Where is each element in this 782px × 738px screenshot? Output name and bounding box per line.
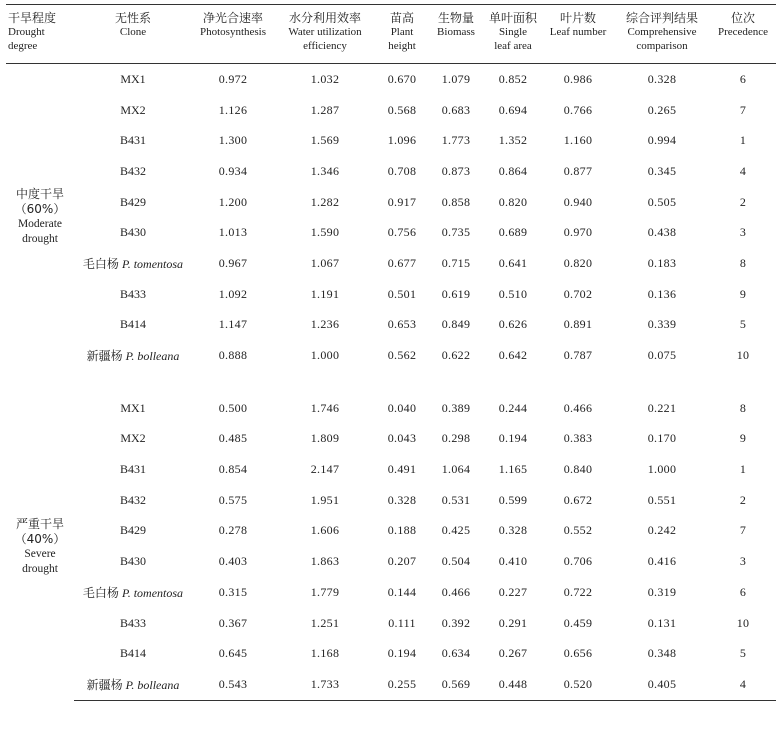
cell-comp: 0.416 xyxy=(647,554,677,569)
cell-comp: 0.345 xyxy=(647,163,677,178)
drought-label-en1: Severe xyxy=(24,547,56,560)
spacer-cell xyxy=(6,371,776,393)
clone-cell: MX1 xyxy=(120,71,146,86)
cell-comp: 0.131 xyxy=(647,615,677,630)
cell-comp: 0.242 xyxy=(647,523,677,538)
cell-biomass: 0.531 xyxy=(441,492,471,507)
cell-prec: 4 xyxy=(710,669,776,700)
table-row xyxy=(6,393,776,424)
cell-prec: 6 xyxy=(739,71,747,86)
table-row xyxy=(6,340,776,371)
table-row xyxy=(6,638,776,669)
clone-cell: B433 xyxy=(119,286,146,301)
cell-leafnum: 0.702 xyxy=(563,286,593,301)
cell-water: 1.779 xyxy=(310,584,340,599)
clone-cell: B431 xyxy=(119,133,146,148)
cell-comp: 0.075 xyxy=(647,348,677,363)
table-row xyxy=(6,156,776,187)
cell-photo: 1.126 xyxy=(218,102,248,117)
header-leaf-number: 叶片数 Leaf number xyxy=(542,5,614,64)
cell-comp: 0.328 xyxy=(647,71,677,86)
cell-photo: 1.147 xyxy=(218,317,248,332)
clone-chinese-name: 新疆杨 xyxy=(86,677,123,692)
cell-height: 0.111 xyxy=(388,615,416,630)
cell-leafnum: 0.766 xyxy=(563,102,593,117)
cell-height: 0.501 xyxy=(387,286,417,301)
cell-photo: 0.543 xyxy=(192,669,274,700)
cell-comp: 0.994 xyxy=(647,133,677,148)
cell-water: 1.067 xyxy=(310,255,340,270)
clone-chinese-name: 毛白杨 xyxy=(82,585,119,600)
cell-leafnum: 0.722 xyxy=(563,584,593,599)
cell-leafarea: 0.510 xyxy=(498,286,528,301)
cell-prec: 2 xyxy=(739,492,747,507)
cell-water: 1.346 xyxy=(310,163,340,178)
cell-height: 1.096 xyxy=(387,133,417,148)
cell-photo: 0.575 xyxy=(218,492,248,507)
clone-cell: B414 xyxy=(119,317,146,332)
cell-leafarea: 0.291 xyxy=(498,615,528,630)
cell-comp: 0.405 xyxy=(614,669,710,700)
drought-level-label xyxy=(6,64,74,371)
cell-comp: 0.170 xyxy=(647,431,677,446)
cell-height: 0.328 xyxy=(387,492,417,507)
cell-height: 0.562 xyxy=(387,348,417,363)
cell-prec: 6 xyxy=(739,584,747,599)
drought-label-cn2: （40%） xyxy=(14,531,66,546)
clone-cell: B414 xyxy=(119,646,146,661)
cell-leafarea: 0.194 xyxy=(498,431,528,446)
cell-prec: 9 xyxy=(739,286,747,301)
cell-comp: 0.136 xyxy=(647,286,677,301)
table-row xyxy=(6,454,776,485)
cell-prec: 8 xyxy=(739,400,747,415)
cell-leafnum: 0.891 xyxy=(563,317,593,332)
clone-cell: B430 xyxy=(119,554,146,569)
cell-water: 1.032 xyxy=(310,71,340,86)
cell-height: 0.670 xyxy=(387,71,417,86)
cell-height: 0.040 xyxy=(387,400,417,415)
cell-prec: 3 xyxy=(739,554,747,569)
cell-height: 0.255 xyxy=(376,669,428,700)
clone-cell: B431 xyxy=(119,462,146,477)
cell-height: 0.756 xyxy=(387,225,417,240)
cell-biomass: 0.504 xyxy=(441,554,471,569)
clone-cell: B430 xyxy=(119,225,146,240)
cell-leafnum: 0.787 xyxy=(563,348,593,363)
table-row xyxy=(6,485,776,516)
cell-leafarea: 0.689 xyxy=(498,225,528,240)
table-row xyxy=(6,669,776,700)
cell-prec: 7 xyxy=(739,102,747,117)
cell-comp: 1.000 xyxy=(647,462,677,477)
cell-leafarea: 0.864 xyxy=(498,163,528,178)
cell-photo: 0.972 xyxy=(218,71,248,86)
table-row xyxy=(6,248,776,279)
cell-leafnum: 0.877 xyxy=(563,163,593,178)
cell-water: 1.951 xyxy=(310,492,340,507)
cell-prec: 4 xyxy=(739,163,747,178)
cell-leafarea: 0.626 xyxy=(498,317,528,332)
cell-comp: 0.319 xyxy=(647,584,677,599)
table-row xyxy=(6,577,776,608)
cell-leafnum: 0.940 xyxy=(563,194,593,209)
cell-leafarea: 0.448 xyxy=(484,669,542,700)
cell-prec: 1 xyxy=(739,133,747,148)
cell-photo: 0.278 xyxy=(218,523,248,538)
cell-leafarea: 0.694 xyxy=(498,102,528,117)
cell-height: 0.207 xyxy=(387,554,417,569)
cell-leafnum: 0.459 xyxy=(563,615,593,630)
table-body xyxy=(6,64,776,701)
cell-biomass: 0.569 xyxy=(428,669,484,700)
cell-water: 1.000 xyxy=(310,348,340,363)
cell-comp: 0.348 xyxy=(647,646,677,661)
clone-cell xyxy=(74,248,192,279)
cell-leafarea: 1.352 xyxy=(498,133,528,148)
header-comprehensive: 综合评判结果 Comprehensive comparison xyxy=(614,5,710,64)
cell-prec: 1 xyxy=(739,462,747,477)
clone-chinese-name: 新疆杨 xyxy=(86,349,123,364)
cell-biomass: 0.715 xyxy=(441,255,471,270)
cell-leafarea: 0.852 xyxy=(498,71,528,86)
cell-biomass: 0.392 xyxy=(441,615,471,630)
table-row xyxy=(6,310,776,341)
clone-cell: MX2 xyxy=(120,431,146,446)
table-row xyxy=(6,217,776,248)
cell-biomass: 0.298 xyxy=(441,431,471,446)
clone-cell: B432 xyxy=(119,492,146,507)
cell-water: 1.590 xyxy=(310,225,340,240)
cell-leafnum: 0.986 xyxy=(563,71,593,86)
cell-prec: 3 xyxy=(739,225,747,240)
cell-water: 1.236 xyxy=(310,317,340,332)
cell-prec: 8 xyxy=(739,255,747,270)
cell-prec: 5 xyxy=(739,646,747,661)
cell-height: 0.144 xyxy=(387,584,417,599)
cell-photo: 0.854 xyxy=(218,462,248,477)
cell-water: 2.147 xyxy=(310,462,340,477)
cell-leafnum: 0.520 xyxy=(542,669,614,700)
cell-photo: 0.403 xyxy=(218,554,248,569)
header-drought: 干旱程度 Drought degree xyxy=(6,5,74,64)
cell-photo: 0.367 xyxy=(218,615,248,630)
cell-height: 0.188 xyxy=(387,523,417,538)
cell-comp: 0.505 xyxy=(647,194,677,209)
cell-height: 0.677 xyxy=(387,255,417,270)
cell-biomass: 0.619 xyxy=(441,286,471,301)
clone-cell xyxy=(74,340,192,371)
cell-photo: 0.485 xyxy=(218,431,248,446)
cell-biomass: 0.389 xyxy=(441,400,471,415)
cell-leafnum: 0.672 xyxy=(563,492,593,507)
cell-leafnum: 0.383 xyxy=(563,431,593,446)
clone-cell xyxy=(74,577,192,608)
cell-leafnum: 0.840 xyxy=(563,462,593,477)
cell-leafarea: 0.820 xyxy=(498,194,528,209)
cell-leafarea: 0.641 xyxy=(498,255,528,270)
cell-leafarea: 0.244 xyxy=(498,400,528,415)
clone-latin-name: P. bolleana xyxy=(125,677,180,692)
group-spacer xyxy=(6,371,776,393)
table-row xyxy=(6,279,776,310)
cell-photo: 0.315 xyxy=(218,584,248,599)
cell-comp: 0.339 xyxy=(647,317,677,332)
cell-water: 1.606 xyxy=(310,523,340,538)
cell-biomass: 0.622 xyxy=(441,348,471,363)
header-photosynthesis: 净光合速率 Photosynthesis xyxy=(192,5,274,64)
clone-cell: B433 xyxy=(119,615,146,630)
cell-prec: 9 xyxy=(739,431,747,446)
cell-biomass: 0.849 xyxy=(441,317,471,332)
table-row xyxy=(6,95,776,126)
clone-chinese-name: 毛白杨 xyxy=(82,256,119,271)
cell-biomass: 0.683 xyxy=(441,102,471,117)
cell-biomass: 1.079 xyxy=(441,71,471,86)
cell-prec: 7 xyxy=(739,523,747,538)
cell-comp: 0.183 xyxy=(647,255,677,270)
cell-height: 0.708 xyxy=(387,163,417,178)
table-row xyxy=(6,424,776,455)
cell-biomass: 0.873 xyxy=(441,163,471,178)
cell-leafnum: 1.160 xyxy=(563,133,593,148)
table-row xyxy=(6,64,776,95)
cell-photo: 0.934 xyxy=(218,163,248,178)
drought-label-en2: drought xyxy=(22,233,58,246)
drought-label-cn1: 严重干旱 xyxy=(15,516,64,531)
cell-height: 0.568 xyxy=(387,102,417,117)
cell-water: 1.733 xyxy=(274,669,376,700)
clone-cell: MX2 xyxy=(120,102,146,117)
cell-photo: 1.200 xyxy=(218,194,248,209)
cell-water: 1.746 xyxy=(310,400,340,415)
cell-leafarea: 0.642 xyxy=(498,348,528,363)
cell-photo: 0.967 xyxy=(218,255,248,270)
table-row xyxy=(6,516,776,547)
cell-comp: 0.221 xyxy=(647,400,677,415)
header-clone: 无性系 Clone xyxy=(74,5,192,64)
cell-prec: 2 xyxy=(739,194,747,209)
cell-water: 1.569 xyxy=(310,133,340,148)
cell-leafnum: 0.552 xyxy=(563,523,593,538)
cell-prec: 10 xyxy=(736,348,750,363)
table-row xyxy=(6,125,776,156)
cell-leafnum: 0.820 xyxy=(563,255,593,270)
header-plant-height: 苗高 Plant height xyxy=(376,5,428,64)
cell-height: 0.043 xyxy=(387,431,417,446)
cell-biomass: 1.064 xyxy=(441,462,471,477)
cell-height: 0.653 xyxy=(387,317,417,332)
cell-prec: 10 xyxy=(736,615,750,630)
cell-leafarea: 0.599 xyxy=(498,492,528,507)
cell-water: 1.168 xyxy=(310,646,340,661)
cell-leafarea: 1.165 xyxy=(498,462,528,477)
clone-latin-name: P. tomentosa xyxy=(121,256,184,271)
cell-photo: 0.888 xyxy=(218,348,248,363)
table-row xyxy=(6,546,776,577)
cell-leafarea: 0.227 xyxy=(498,584,528,599)
cell-comp: 0.265 xyxy=(647,102,677,117)
cell-photo: 0.500 xyxy=(218,400,248,415)
cell-comp: 0.438 xyxy=(647,225,677,240)
drought-label-cn1: 中度干旱 xyxy=(15,187,64,202)
cell-leafarea: 0.328 xyxy=(498,523,528,538)
drought-comparison-table xyxy=(6,4,776,701)
cell-height: 0.917 xyxy=(387,194,417,209)
cell-photo: 1.300 xyxy=(218,133,248,148)
cell-biomass: 0.466 xyxy=(441,584,471,599)
clone-cell: MX1 xyxy=(120,400,146,415)
cell-leafnum: 0.466 xyxy=(563,400,593,415)
cell-leafnum: 0.656 xyxy=(563,646,593,661)
cell-biomass: 0.735 xyxy=(441,225,471,240)
clone-latin-name: P. bolleana xyxy=(125,349,180,364)
table-row xyxy=(6,608,776,639)
drought-label-en1: Moderate xyxy=(17,218,63,231)
cell-water: 1.191 xyxy=(310,286,340,301)
cell-water: 1.809 xyxy=(310,431,340,446)
cell-photo: 1.013 xyxy=(218,225,248,240)
drought-label-en2: drought xyxy=(22,562,58,575)
clone-cell: B432 xyxy=(119,163,146,178)
cell-water: 1.863 xyxy=(310,554,340,569)
cell-leafarea: 0.410 xyxy=(498,554,528,569)
cell-height: 0.491 xyxy=(387,462,417,477)
drought-label-cn2: （60%） xyxy=(14,202,66,217)
clone-cell: B429 xyxy=(119,194,146,209)
cell-photo: 0.645 xyxy=(218,646,248,661)
cell-biomass: 0.858 xyxy=(441,194,471,209)
cell-biomass: 1.773 xyxy=(441,133,471,148)
table-row xyxy=(6,187,776,218)
cell-photo: 1.092 xyxy=(218,286,248,301)
cell-leafnum: 0.970 xyxy=(563,225,593,240)
clone-cell xyxy=(74,669,192,700)
cell-comp: 0.551 xyxy=(647,492,677,507)
header-row xyxy=(6,5,776,64)
header-biomass: 生物量 Biomass xyxy=(428,5,484,64)
cell-prec: 5 xyxy=(739,317,747,332)
cell-biomass: 0.425 xyxy=(441,523,471,538)
cell-water: 1.282 xyxy=(310,194,340,209)
header-precedence: 位次 Precedence xyxy=(710,5,776,64)
cell-biomass: 0.634 xyxy=(441,646,471,661)
drought-level-label xyxy=(6,393,74,700)
cell-water: 1.287 xyxy=(310,102,340,117)
cell-leafarea: 0.267 xyxy=(498,646,528,661)
header-water-use: 水分利用效率 Water utilization efficiency xyxy=(274,5,376,64)
cell-leafnum: 0.706 xyxy=(563,554,593,569)
clone-cell: B429 xyxy=(119,523,146,538)
cell-height: 0.194 xyxy=(387,646,417,661)
header-leaf-area: 单叶面积 Single leaf area xyxy=(484,5,542,64)
cell-water: 1.251 xyxy=(310,615,340,630)
clone-latin-name: P. tomentosa xyxy=(121,585,184,600)
